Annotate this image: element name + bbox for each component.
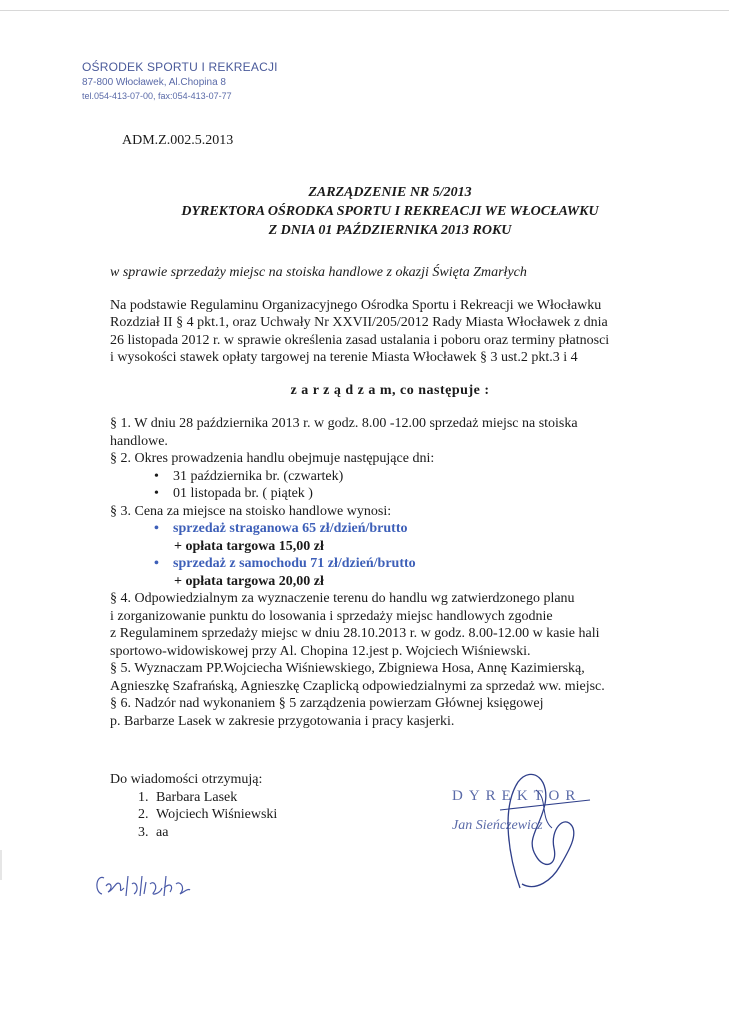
section-4-line: i zorganizowanie punktu do losowania i sprzedaży miejsc handlowych zgodnie xyxy=(110,608,553,624)
section-1-line: § 1. W dniu 28 października 2013 r. w godz. 8.00 -12.00 sprzedaż miejsc na stoiska xyxy=(110,416,578,431)
stamp-title: DYREKTOR xyxy=(452,788,582,804)
letterhead xyxy=(82,60,278,101)
distribution-list xyxy=(110,771,277,841)
basis-line: 26 listopada 2012 r. w sprawie określenia zasad ustalania i poboru oraz terminy płatnosci xyxy=(110,332,610,348)
distribution-item: 1. Barbara Lasek xyxy=(152,789,277,807)
decree-body xyxy=(110,415,670,730)
fee-line: + opłata targowa 15,00 zł xyxy=(174,538,324,554)
subject-line: w sprawie sprzedaży miejsc na stoiska handlowe z okazji Święta Zmarłych xyxy=(110,265,527,280)
list-item xyxy=(110,468,670,486)
handwriting-scribble xyxy=(90,866,200,906)
bullet-icon: • xyxy=(154,556,159,571)
letterhead-address: 87-800 Włocławek, Al.Chopina 8 xyxy=(82,77,226,88)
section-4-line: § 4. Odpowiedzialnym za wyznaczenie terenu do handlu wg zatwierdzonego planu xyxy=(110,591,575,606)
scan-edge-line xyxy=(0,10,729,11)
section-4-line: sportowo-widowiskowej przy Al. Chopina 12.jest p. Wojciech Wiśniewski. xyxy=(110,643,531,659)
section-1-line: handlowe. xyxy=(110,433,168,449)
price-item xyxy=(110,555,670,573)
document-title xyxy=(110,183,670,240)
price-item-text: sprzedaż z samochodu 71 zł/dzień/brutto xyxy=(173,556,416,571)
basis-line: Rozdział II § 4 pkt.1, oraz Uchwały Nr XXVII/205/2012 Rady Miasta Włocławek z dnia xyxy=(110,315,608,331)
signature-scribble xyxy=(440,770,640,900)
stamp-name: Jan Sieńczewicz xyxy=(452,818,543,833)
director-stamp xyxy=(440,770,640,900)
bullet-icon: • xyxy=(154,521,159,536)
letterhead-org: OŚRODEK SPORTU I REKREACJI xyxy=(82,60,278,74)
section-5-line: Agnieszkę Szafrańską, Agnieszkę Czaplicką odpowiedzialnymi za sprzedaż ww. miejsc. xyxy=(110,678,605,694)
distribution-heading: Do wiadomości otrzymują: xyxy=(110,772,263,787)
bullet-icon: • xyxy=(154,486,159,501)
list-item-text: 31 października br. (czwartek) xyxy=(173,468,344,484)
fee-line: + opłata targowa 20,00 zł xyxy=(174,573,324,589)
section-6-line: § 6. Nadzór nad wykonaniem § 5 zarządzenia powierzam Głównej księgowej xyxy=(110,696,544,711)
section-2-line: § 2. Okres prowadzenia handlu obejmuje następujące dni: xyxy=(110,451,435,466)
decree-heading: z a r z ą d z a m, co następuje : xyxy=(290,383,490,398)
list-item xyxy=(110,485,670,503)
scan-edge-mark xyxy=(0,850,2,880)
title-line-1: ZARZĄDZENIE NR 5/2013 xyxy=(308,185,472,200)
distribution-item: 2. Wojciech Wiśniewski xyxy=(152,806,277,824)
handwritten-note xyxy=(90,866,200,911)
list-item-text: 01 listopada br. ( piątek ) xyxy=(173,486,313,501)
legal-basis xyxy=(110,297,670,367)
section-4-line: z Regulaminem sprzedaży miejsc w dniu 28.10.2013 r. w godz. 8.00-12.00 w kasie hali xyxy=(110,626,600,641)
basis-line: Na podstawie Regulaminu Organizacyjnego Ośrodka Sportu i Rekreacji we Włocławku xyxy=(110,298,602,313)
section-5-line: § 5. Wyznaczam PP.Wojciecha Wiśniewskiego, Zbigniewa Hosa, Annę Kazimierską, xyxy=(110,661,585,676)
section-3-line: § 3. Cena za miejsce na stoisko handlowe wynosi: xyxy=(110,503,392,519)
letterhead-phone: tel.054-413-07-00, fax:054-413-07-77 xyxy=(82,91,232,101)
price-item xyxy=(110,520,670,538)
title-line-2: DYREKTORA OŚRODKA SPORTU I REKREACJI WE WŁOCŁAWKU xyxy=(181,204,599,219)
bullet-icon: • xyxy=(154,468,159,484)
reference-number: ADM.Z.002.5.2013 xyxy=(122,133,234,148)
title-line-3: Z DNIA 01 PAŹDZIERNIKA 2013 ROKU xyxy=(268,223,512,238)
section-6-line: p. Barbarze Lasek w zakresie przygotowania i pracy kasjerki. xyxy=(110,713,455,729)
price-item-text: sprzedaż straganowa 65 zł/dzień/brutto xyxy=(173,521,408,536)
distribution-item: 3. aa xyxy=(152,824,277,842)
basis-line: i wysokości stawek opłaty targowej na terenie Miasta Włocławek § 3 ust.2 pkt.3 i 4 xyxy=(110,350,578,366)
